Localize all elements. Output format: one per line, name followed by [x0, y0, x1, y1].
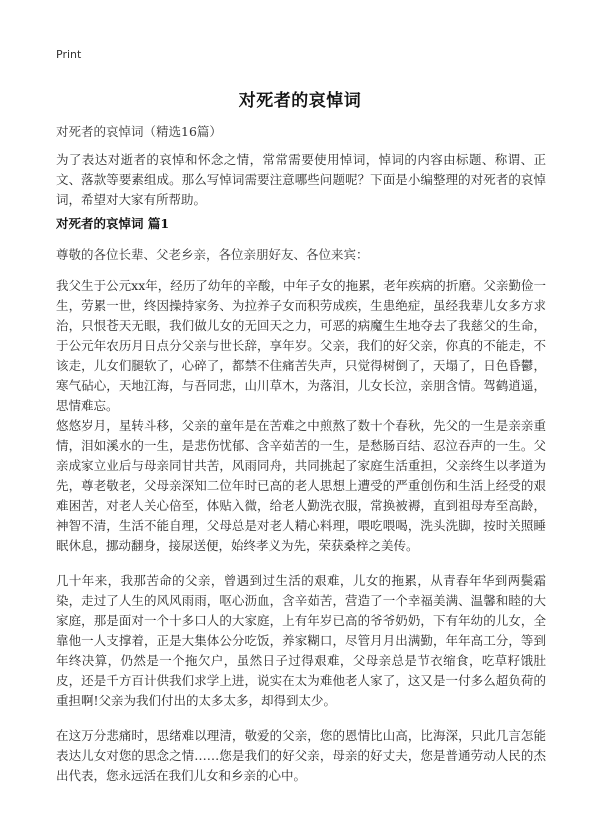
body-paragraph: 在这万分悲痛时，思绪难以理清，敬爱的父亲，您的恩情比山高，比海深，只此几言怎能表达儿女对您的思念之情……您是我们的好父亲，母亲的好丈夫，您是普通劳动人民的杰出代表，您永远活在我们儿女和乡亲的心中。 — [56, 728, 546, 783]
document-subtitle: 对死者的哀悼词（精选16篇） — [56, 124, 222, 139]
print-label[interactable]: Print — [56, 48, 82, 61]
page-title: 对死者的哀悼词 — [238, 91, 362, 111]
intro-paragraph: 为了表达对逝者的哀悼和怀念之情，常常需要使用悼词，悼词的内容由标题、称谓、正文、落款等要素组成。那么写悼词需要注意哪些问题呢？下面是小编整理的对死者的哀悼词，希望对大家有所帮助。 — [56, 152, 546, 207]
body-paragraph: 悠悠岁月，星转斗移，父亲的童年是在苦难之中煎熬了数十个春秋，先父的一生是亲亲重情，泪如溪水的一生，是悲伤忧郁、含辛茹苦的一生，是愁肠百结、忍泣吞声的一生。父亲成家立业后与母亲同甘共苦，风雨同舟，共同挑起了家庭生活重担，父亲终生以孝道为先，尊老敬老，父母亲深知二位年时已高的老人思想上遭受的严重创伤和生活上经受的艰难困苦，对老人关心倍至，体贴入微，给老人勤洗衣服，常换被褥，直到祖母寿至高龄，神智不清，生活不能自理，父母总是对老人精心料理，喂吃喂喝，洗头洗脚，按时关照睡眠休息，挪动翻身，接尿送便，始终孝义为先，荣获桑梓之美传。 — [56, 418, 546, 553]
section-heading: 对死者的哀悼词 篇1 — [56, 216, 170, 231]
greeting-line: 尊敬的各位长辈、父老乡亲，各位亲朋好友、各位来宾： — [56, 247, 369, 262]
body-paragraph: 我父生于公元xx年，经历了幼年的辛酸，中年子女的拖累，老年疾病的折磨。父亲勤俭一生，劳累一世，终因操持家务、为拉养子女而积劳成疾，生患绝症，虽经我辈儿女多方求治，只恨苍天无眼，我们做儿女的无回天之力，可恶的病魔生生地夺去了我慈父的生命，于公元年农历月日点分父亲与世长辞，享年岁。父亲，我们的好父亲，你真的不能走，不该走，儿女们腿软了，心碎了，都禁不住痛苦失声，只觉得树倒了，天塌了，日色昏鬱，寒气砧心，天地江海，与吾同悲，山川草木，为落泪，儿女长泣，亲朋含情。驾鹤逍遥，思情难忘。 — [56, 278, 546, 413]
body-paragraph: 几十年来，我那苦命的父亲，曾遇到过生活的艰难，儿女的拖累，从青春年华到两鬓霜染，走过了人生的风风雨雨，呕心沥血，含辛茹苦，营造了一个幸福美满、温馨和睦的大家庭，那是面对一个十多口人的大家庭，上有年岁已高的爷爷奶奶，下有年幼的儿女，全靠他一人支撑着，正是大集体公分吃饭，养家糊口，尽管月月出满勤，年年高工分，等到年终决算，仍然是一个拖欠户，虽然日子过得艰难，父母亲总是节衣缩食，吃草籽饿肚皮，还是千方百计供我们求学上进，说实在太为难他老人家了，这又是一付多么超负荷的重担啊!父亲为我们付出的太多太多，却得到太少。 — [56, 573, 546, 708]
